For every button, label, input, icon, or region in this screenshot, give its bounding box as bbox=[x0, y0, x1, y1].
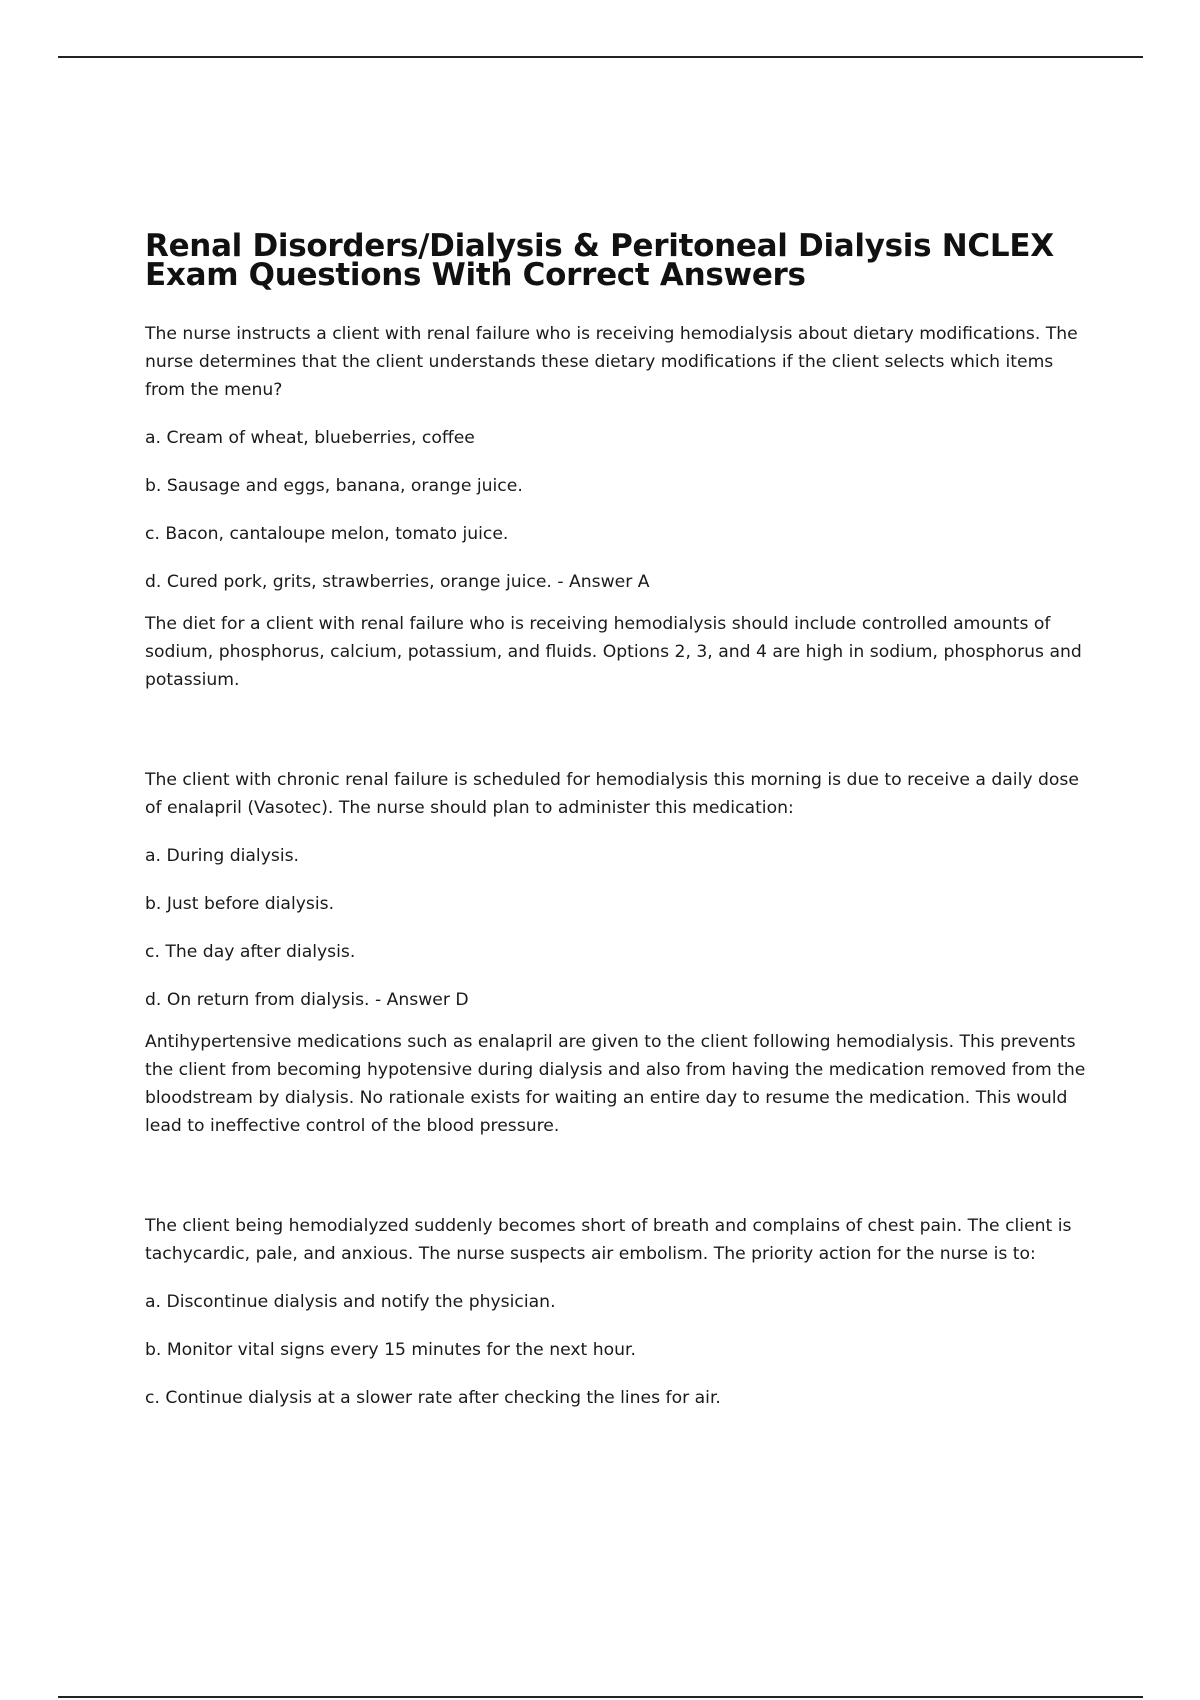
document-body bbox=[145, 228, 1095, 1484]
answer-option-d: d. Cured pork, grits, strawberries, orange juice. - Answer A bbox=[145, 572, 650, 592]
answer-option-b: b. Just before dialysis. bbox=[145, 894, 335, 914]
answer-rationale: Antihypertensive medications such as enalapril are given to the client following hemodialysis. This prevents the client from becoming hypotensive during dialysis and also from having the medication removed from the bloodstream by dialysis. No rationale exists for waiting an entire day to resume the medication. This would lead to ineffective control of the blood pressure. bbox=[145, 1032, 1086, 1136]
question-3 bbox=[145, 1212, 1095, 1412]
document-title bbox=[145, 228, 1095, 293]
answer-rationale: The diet for a client with renal failure who is receiving hemodialysis should include controlled amounts of sodium, phosphorus, calcium, potassium, and fluids. Options 2, 3, and 4 are high in sodium, phosphorus and potassium. bbox=[145, 614, 1082, 690]
header-rule bbox=[58, 56, 1143, 58]
question-stem: The client with chronic renal failure is scheduled for hemodialysis this morning is due to receive a daily dose of enalapril (Vasotec). The nurse should plan to administer this medication: bbox=[145, 770, 1079, 818]
answer-option-d: d. On return from dialysis. - Answer D bbox=[145, 990, 469, 1010]
question-2 bbox=[145, 766, 1095, 1140]
answer-option-c: c. Continue dialysis at a slower rate after checking the lines for air. bbox=[145, 1388, 721, 1408]
answer-option-a: a. Discontinue dialysis and notify the physician. bbox=[145, 1292, 556, 1312]
answer-option-b: b. Monitor vital signs every 15 minutes for the next hour. bbox=[145, 1340, 636, 1360]
answer-option-c: c. Bacon, cantaloupe melon, tomato juice. bbox=[145, 524, 509, 544]
footer-rule bbox=[58, 1696, 1143, 1698]
answer-option-b: b. Sausage and eggs, banana, orange juice. bbox=[145, 476, 523, 496]
document-title-line-1: Renal Disorders/Dialysis & Peritoneal Dialysis NCLEX bbox=[145, 228, 1054, 264]
question-stem: The client being hemodialyzed suddenly becomes short of breath and complains of chest pain. The client is tachycardic, pale, and anxious. The nurse suspects air embolism. The priority action for the nurse is to: bbox=[145, 1216, 1072, 1264]
answer-option-c: c. The day after dialysis. bbox=[145, 942, 356, 962]
answer-option-a: a. During dialysis. bbox=[145, 846, 300, 866]
document-title-line-2: Exam Questions With Correct Answers bbox=[145, 257, 806, 293]
question-stem: The nurse instructs a client with renal failure who is receiving hemodialysis about dietary modifications. The nurse determines that the client understands these dietary modifications if the client selects which items from the menu? bbox=[145, 324, 1078, 400]
answer-option-a: a. Cream of wheat, blueberries, coffee bbox=[145, 428, 475, 448]
question-1 bbox=[145, 320, 1095, 694]
